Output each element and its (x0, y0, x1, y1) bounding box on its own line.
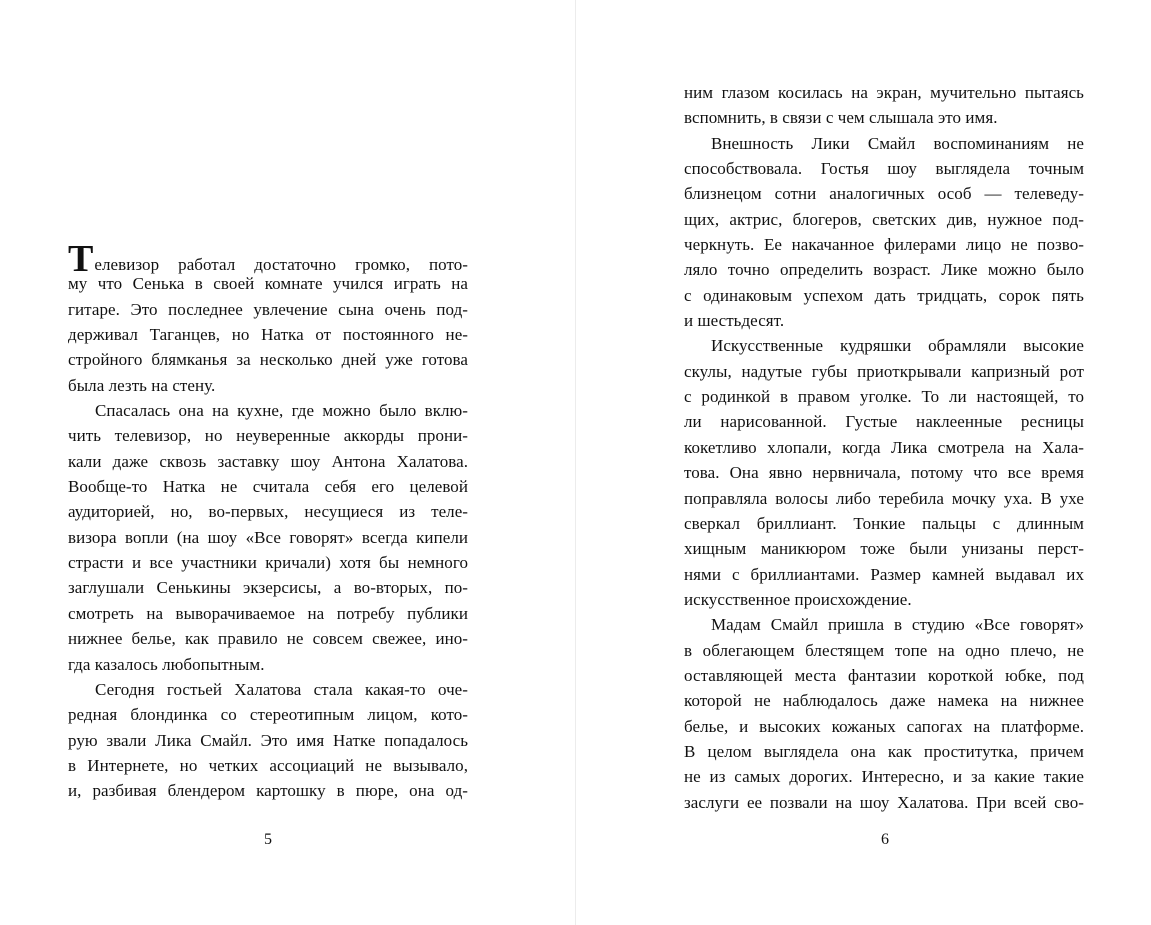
text-line: това. Она явно нервничала, потому что все время (684, 463, 1084, 483)
text-line: близнецом сотни аналогичных особ — телеведу- (684, 184, 1084, 204)
text-line: Спасалась она на кухне, где можно было вклю- (95, 401, 468, 421)
right-page (576, 0, 1151, 925)
page-number: 5 (264, 831, 272, 848)
text-line: заглушали Сенькины экзерсисы, а во-вторых, по- (68, 578, 468, 598)
text-line: кали даже сквозь заставку шоу Антона Халатова. (68, 451, 468, 471)
text-line: и, разбивая блендером картошку в пюре, она од- (68, 781, 468, 801)
text-line: смотреть на выворачиваемое на потребу публики (68, 603, 468, 623)
text-line: белье, и высоких кожаных сапогах на платформе. (684, 716, 1084, 736)
text-line: держивал Таганцев, но Натка от постоянного не- (68, 325, 468, 345)
text-line: ляло точно определить возраст. Лике можно было (684, 260, 1084, 280)
text-line: ним глазом косилась на экран, мучительно пытаясь (684, 83, 1084, 102)
text-line: стройного блямканья за несколько дней уже готова (68, 350, 468, 370)
text-line: щих, актрис, блогеров, светских див, нужное под- (684, 209, 1084, 229)
text-line: поправляла волосы либо теребила мочку уха. В ухе (684, 488, 1084, 508)
text-line: рую звали Лика Смайл. Это имя Натке попадалось (68, 730, 468, 750)
text-line: способствовала. Гостья шоу выглядела точным (684, 159, 1084, 179)
text-line: визора вопли (на шоу «Все говорят» всегда кипели (68, 527, 468, 547)
text-line: страсти и все участники кричали) хотя бы немного (68, 553, 468, 573)
text-line: сверкал бриллиант. Тонкие пальцы с длинным (684, 513, 1084, 533)
text-line: В целом выглядела она как проститутка, причем (684, 741, 1084, 761)
text-line: гитаре. Это последнее увлечение сына очень под- (68, 299, 468, 319)
text-line: в Интернете, но четких ассоциаций не вызывало, (68, 755, 468, 775)
text-line: и шестьдесят. (684, 311, 785, 331)
text-line: оставляющей места фантазии короткой юбке, под (684, 665, 1084, 685)
text-line: нями с бриллиантами. Размер камней выдавал их (684, 564, 1084, 584)
text-line: Сегодня гостьей Халатова стала какая-то оче- (95, 679, 468, 699)
right-page-text (684, 80, 1084, 815)
left-page-text (68, 238, 468, 804)
text-line: скулы, надутые губы приоткрывали капризный рот (684, 361, 1084, 381)
drop-cap: Т (68, 238, 94, 280)
text-line: искусственное происхождение. (684, 589, 912, 609)
text-line: аудиторией, но, во-первых, несущиеся из теле- (68, 502, 468, 522)
left-page (0, 0, 575, 925)
text-line (68, 238, 468, 280)
text-line: гда казалось любопытным. (68, 654, 265, 674)
text-line: с родинкой в правом уголке. То ли настоящей, то (684, 387, 1084, 407)
text-line: ли нарисованной. Густые наклеенные ресницы (684, 412, 1084, 432)
text-line: Мадам Смайл пришла в студию «Все говорят» (711, 615, 1084, 635)
text-line: которой не наблюдалось даже намека на нижнее (684, 691, 1084, 711)
text-line: не из самых дорогих. Интересно, и за какие такие (684, 767, 1084, 787)
text-line: му что Сенька в своей комнате учился играть на (68, 274, 468, 294)
text-line: редная блондинка со стереотипным лицом, кото- (68, 705, 468, 725)
text-line: черкнуть. Ее накачанное филерами лицо не позво- (684, 235, 1084, 255)
text-line: чить телевизор, но неуверенные аккорды прони- (68, 426, 468, 446)
text-line: хищным маникюром тоже были унизаны перст- (684, 539, 1084, 559)
text-line: вспомнить, в связи с чем слышала это имя. (684, 108, 998, 128)
text-line: была лезть на стену. (68, 375, 216, 395)
text-line: заслуги ее позвали на шоу Халатова. При всей сво- (684, 792, 1084, 812)
text-line: Вообще-то Натка не считала себя его целевой (68, 477, 468, 497)
page-number: 6 (881, 831, 889, 848)
text-line: кокетливо хлопали, когда Лика смотрела на Хала- (684, 437, 1084, 457)
text-line-content: елевизор работал достаточно громко, пото- (94, 255, 468, 274)
text-line: Искусственные кудряшки обрамляли высокие (711, 336, 1084, 356)
text-line: с одинаковым успехом дать тридцать, сорок пять (684, 285, 1084, 305)
text-line: нижнее белье, как правило не совсем свежее, ино- (68, 629, 468, 649)
text-line: Внешность Лики Смайл воспоминаниям не (711, 133, 1084, 153)
text-line: в облегающем блестящем топе на одно плечо, не (684, 640, 1084, 660)
